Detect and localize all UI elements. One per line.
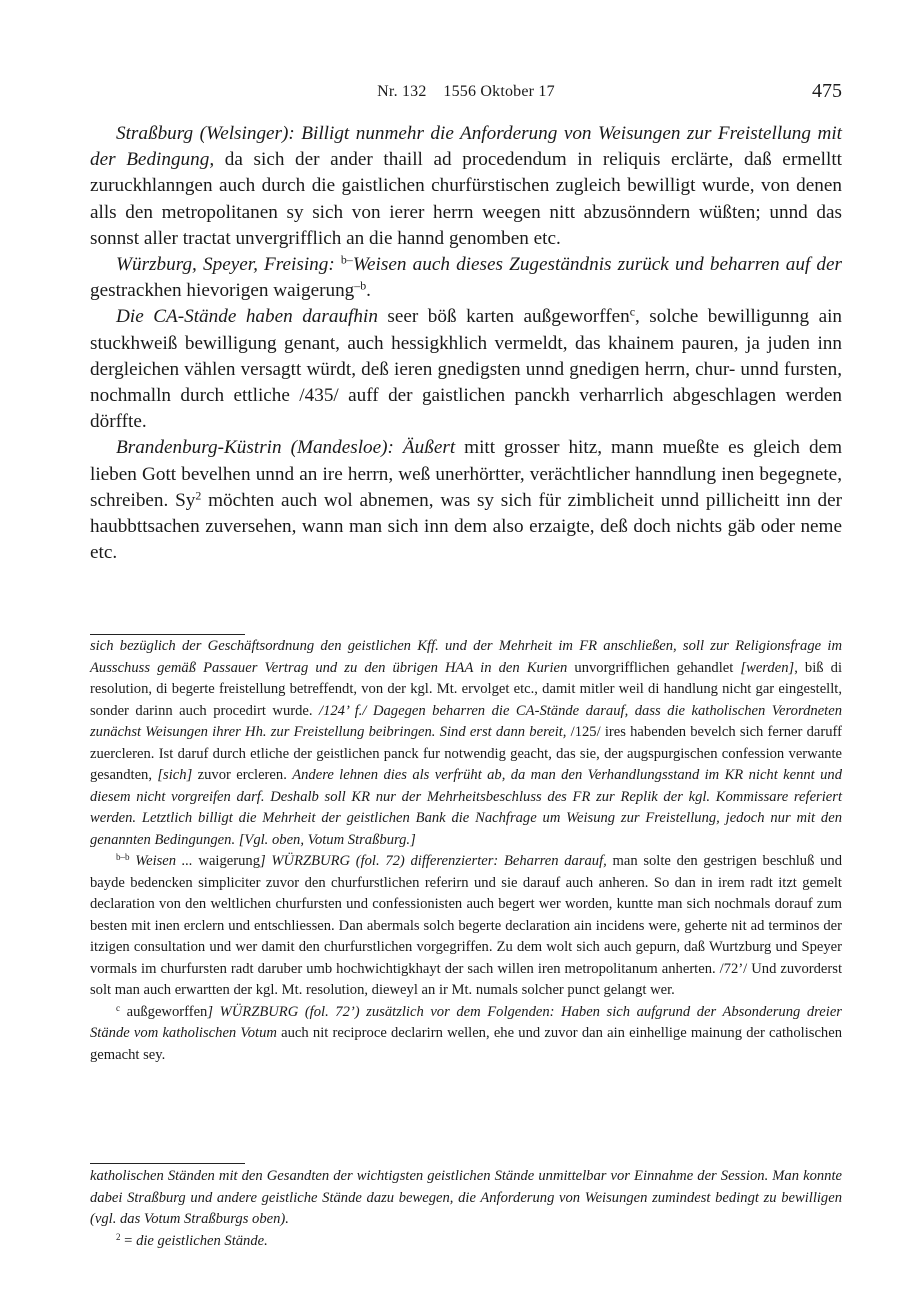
source-text: . <box>366 280 371 302</box>
footnotes <box>90 1166 842 1252</box>
source-text: , solche bewilligunng ain stuckhweiß bewilligung genant, auch hessigkhlich vermeldt, das khainem pauren, ja juden inn dergleichen vählen versagtt würdt, deß ieren gnedigsten unnd gnedigen herrn, chur- unnd fursten, nochmalln durch ettliche /435/ auff der gaistlichen panckh verharrlich abgeschlagen werden dörffte. <box>90 306 843 433</box>
footnote-rule <box>90 634 245 635</box>
note-marker: –b <box>354 278 367 293</box>
note-marker: 2 <box>116 1231 121 1242</box>
editorial-text: sich bezüglich der Geschäftsordnung den geistlichen Kff. und der Mehrheit im FR anschließen, soll zur Religionsfrage im Ausschuss gemäß Passauer Vertrag und zu den übrigen HAA in den Kurien <box>90 638 842 676</box>
footnote-rule <box>90 1163 245 1164</box>
paragraph-brandenburg <box>90 435 842 566</box>
critical-apparatus <box>90 636 842 1066</box>
source-text: seer böß karten außgeworffen <box>377 306 630 328</box>
editorial-text: [werden] <box>740 659 795 676</box>
note-b <box>90 851 842 1002</box>
source-text: = <box>120 1232 137 1249</box>
paragraph-strassburg <box>90 121 842 252</box>
paragraph-ca-staende <box>90 304 842 435</box>
source-text: /125/ ires habenden bevelch sich ferner daruff zuercleren. Ist daruf durch etliche der geistlichen panck fur notwendig geacht, das sie, der augspurgischen confession verwante gesandten, <box>90 724 842 783</box>
page-number: 475 <box>812 80 842 102</box>
editorial-text: ] WÜRZBURG (fol. 72’) zusätzlich vor dem Folgenden: Haben sich aufgrund der Absonderung dreier Stände vom katholischen Votum <box>90 1003 842 1041</box>
note-marker: c <box>629 304 635 319</box>
editorial-text: Weisen ... <box>129 853 199 869</box>
editorial-text: Straßburg (Welsinger): Billigt nunmehr die Anforderung von Weisungen zur Freistellung mit der Bedingung, <box>90 123 842 171</box>
running-header <box>90 80 842 106</box>
note-marker: 2 <box>195 488 202 503</box>
document-reference: Nr. 132 1556 Oktober 17 <box>377 83 555 100</box>
footnote-continuation <box>90 1166 842 1231</box>
paragraph-wuerzburg <box>90 252 842 304</box>
note-c <box>90 1002 842 1067</box>
note-marker: b– <box>340 252 353 267</box>
editorial-text: Andere lehnen dies als verfrüht ab, da man den Verhandlungsstand im KR nicht kennt und diesem nicht vorgreifen darf. Deshalb soll KR nur der Mehrheitsbeschluss des FR zur Replik der kgl. Kommissare referiert werden. Letztlich billigt die Mehrheit der geistlichen Bank die Nachfrage um Weisung zur Freistellung, jedoch nur mit den genannten Bedingungen. [Vgl. oben, Votum Straßburg.] <box>90 767 842 848</box>
footnote-2 <box>90 1231 842 1253</box>
source-text: da sich der ander thaill ad procedendum in reliquis erclärte, daß ermelltt zuruckhlanngen auch durch die gaistlichen churfürstischen zugleich bewilligt wurde, von denen alls den metropolitanen sy sich von ierer herrn weegen nitt abzusönndern wüßten; unnd das sonnst aller tractat unvergrifflich an die hannd genomben etc. <box>90 149 842 249</box>
main-text <box>90 121 842 566</box>
editorial-text: Brandenburg-Küstrin (Mandesloe): Äußert <box>116 437 456 459</box>
note-continuation <box>90 636 842 851</box>
editorial-text: [sich] <box>157 767 193 783</box>
editorial-text: Würzburg, Speyer, Freising: <box>116 254 341 276</box>
source-text: zuvor ercleren. <box>192 767 293 783</box>
editorial-text: /124’ f./ Dagegen beharren die CA-Stände darauf, dass die katholischen Verordneten zunächst Weisungen ihrer Hh. zur Freistellung beibringen. Sind erst dann bereit, <box>90 702 843 740</box>
editorial-text: ] WÜRZBURG (fol. 72) differenzierter: Beharren darauf, <box>260 853 607 869</box>
source-text: auch nit reciproce declarirn wellen, ehe und zuvor dan ain einhellige mainung der catholischen gemacht sey. <box>90 1025 842 1063</box>
editorial-text: Weisen auch dieses Zugeständnis zurück und beharren auf der <box>352 254 842 276</box>
source-text: möchten auch wol abnemen, was sy sich für zimblicheit unnd pillicheitt inn der haubbttsachen zuversehen, wann man sich inn dem also erzaigte, deß doch nichts gäb oder neme etc. <box>90 489 842 564</box>
source-text: mitt grosser hitz, mann mueßte es gleich dem lieben Gott bevelhen unnd an ire herrn, weß unerhörtter, verächtlicher hanndlung inen begegnete, schreiben. Sy <box>90 437 842 511</box>
editorial-text: katholischen Ständen mit den Gesandten der wichtigsten geistlichen Stände unmittelbar vor Einnahme der Session. Man konnte dabei Straßburg und andere geistliche Stände dazu bewegen, die Anforderung von Weisungen zumindest bedingt zu bewilligen (vgl. das Votum Straßburgs oben). <box>90 1168 842 1227</box>
source-text: waigerung <box>198 853 261 869</box>
source-text: unvorgrifflichen gehandlet <box>567 659 741 676</box>
source-text: , biß di resolution, di begerte freistellung betreffendt, von der kgl. Mt. ervolget etc., damit mitler weil di handlung nicht gar eingestellt, sonder darinn auch procedirt wurde. <box>90 659 842 719</box>
source-text: gestrackhen hievorigen waigerung <box>90 280 355 302</box>
source-text: außgeworffen <box>120 1003 208 1020</box>
note-marker: c <box>116 1002 121 1013</box>
source-text: man solte den gestrigen beschluß und bayde bedencken simpliciter zuvor den churfurstlichen referirn und sie darauf auch anheren. So dan in irem radt itzt gemelt declaration von den weltlichen churfursten und confessionisten auch begert wer worden, kuntte man sich nochmals dorauf zum besten mit inen erclern und entschliessen. Dan abermals solch begerte declaration ain incidens were, geherte nit ad terminos der itzigen consultation und wer damit den churfurstlichen vorgegriffen. Zu dem wolt sich auch gepurn, daß Wurtzburg und Speyer vormals im churfursten radt daruber umb hochwichtigkhayt der sach willen iren metropolitanum anherten. /72’/ Und zuvorderst solt man auch erwartten der kgl. Mt. resolution, dieweyl an ir Mt. numals solcher punct gelangt wer. <box>90 853 842 998</box>
editorial-text: Die CA-Stände haben daraufhin <box>116 306 378 328</box>
note-marker: b–b <box>116 852 130 863</box>
editorial-text: die geistlichen Stände. <box>136 1232 268 1249</box>
